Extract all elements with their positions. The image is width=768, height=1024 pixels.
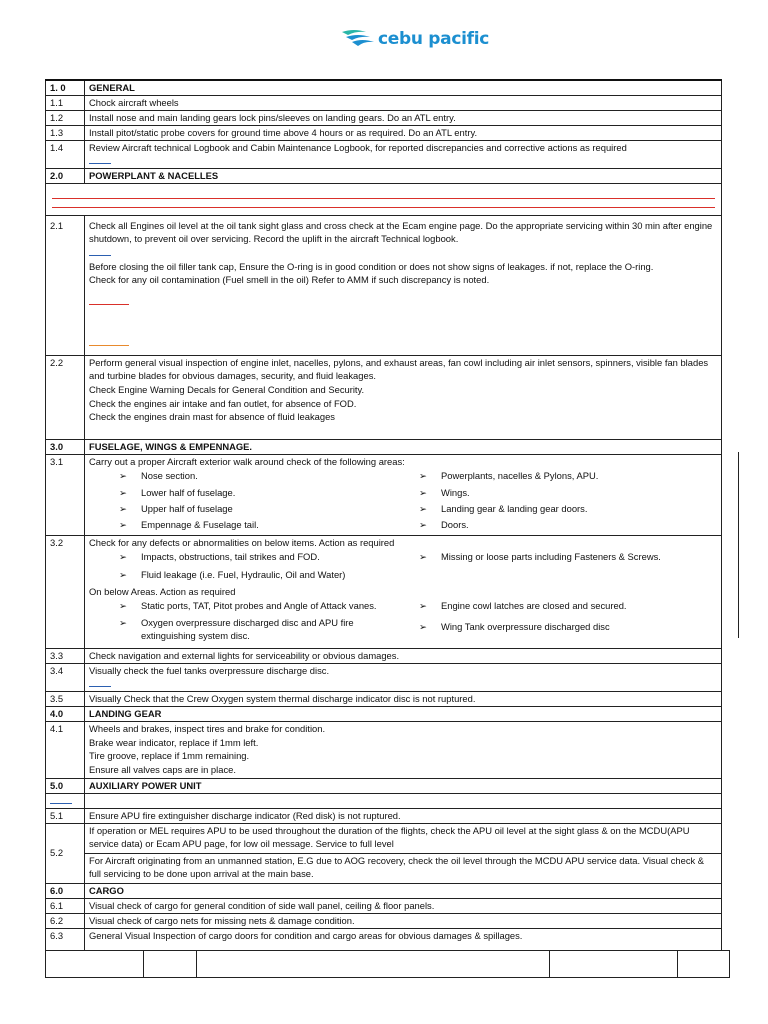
bullet: ➢ <box>419 518 427 530</box>
list-item: Static ports, TAT, Pitot probes and Angle of Attack vanes. <box>141 599 377 611</box>
section-title: LANDING GEAR <box>85 706 722 721</box>
section-title: GENERAL <box>85 80 722 95</box>
signature-cell <box>197 951 550 978</box>
bullet: ➢ <box>119 502 127 514</box>
bullet: ➢ <box>419 621 427 633</box>
list-item: Powerplants, nacelles & Pylons, APU. <box>441 470 599 482</box>
signature-cell <box>550 951 678 978</box>
item-text: Install nose and main landing gears lock pins/sleeves on landing gears. Do an ATL entry. <box>85 110 722 125</box>
item-text: For Aircraft originating from an unmanned station, E.G due to AOG recovery, check the oil level through the MCDU APU service data. Visual check & full servicing to be done upon arrival at the main base. <box>85 853 722 883</box>
bullet: ➢ <box>119 616 127 628</box>
item-text: Wheels and brakes, inspect tires and brake for condition. <box>89 722 326 734</box>
item-number: 1.2 <box>46 110 85 125</box>
brand-logo <box>340 22 489 56</box>
item-text: Tire groove, replace if 1mm remaining. <box>89 750 250 762</box>
item-number: 3.1 <box>46 454 85 535</box>
item-cell <box>85 721 722 778</box>
item-number: 2.1 <box>46 215 85 355</box>
item-number: 2.2 <box>46 355 85 439</box>
item-number: 6.1 <box>46 898 85 913</box>
item-text: Visually check the fuel tanks overpressure discharge disc. <box>89 664 330 676</box>
edit-mark <box>89 163 111 164</box>
section-title: AUXILIARY POWER UNIT <box>85 778 722 793</box>
item-number <box>46 793 85 808</box>
item-text: Check navigation and external lights for serviceability or obvious damages. <box>85 648 722 663</box>
item-number: 5.1 <box>46 808 85 823</box>
table-row <box>46 215 722 355</box>
table-row <box>46 95 722 110</box>
edit-mark <box>89 686 111 687</box>
table-row <box>46 721 722 778</box>
item-text: Check all Engines oil level at the oil tank sight glass and cross check at the Ecam engine page. Do the appropriate servicing within 30 min after engine shutdown, to prevent oil over servicing. Record the uplift in the aircraft Technical logbook. <box>89 219 713 245</box>
item-number: 3.5 <box>46 691 85 706</box>
table-row <box>46 691 722 706</box>
item-text: On below Areas. Action as required <box>89 586 236 598</box>
item-number: 6.3 <box>46 928 85 950</box>
item-text: Check the engines air intake and fan outlet, for absence of FOD. <box>89 397 357 409</box>
list-item: Lower half of fuselage. <box>141 486 236 498</box>
item-text: Brake wear indicator, replace if 1mm left. <box>89 736 259 748</box>
revision-line <box>52 207 715 208</box>
table-row <box>46 355 722 439</box>
list-item: Oxygen overpressure discharged disc and APU fire extinguishing system disc. <box>141 616 354 641</box>
section-title: POWERPLANT & NACELLES <box>85 168 722 183</box>
item-number: 3.3 <box>46 648 85 663</box>
table-row <box>46 913 722 928</box>
table-row <box>46 110 722 125</box>
brand-name: cebu pacific <box>378 29 490 49</box>
edit-mark <box>50 803 72 804</box>
item-text: Visually Check that the Crew Oxygen system thermal discharge indicator disc is not ruptured. <box>85 691 722 706</box>
airline-wing-icon <box>340 26 376 52</box>
edit-mark <box>89 255 111 256</box>
item-number: 3.2 <box>46 535 85 648</box>
item-text: General Visual Inspection of cargo doors for condition and cargo areas for obvious damages & spillages. <box>85 928 722 950</box>
table-row <box>46 140 722 168</box>
item-text: Perform general visual inspection of engine inlet, nacelles, pylons, and exhaust areas, fan cowl including air inlet sensors, spinners, visible fan blades and turbine blades for obvious damages, security, and fluid leakages. <box>89 356 709 382</box>
item-text: Review Aircraft technical Logbook and Cabin Maintenance Logbook, for reported discrepancies and corrective actions as required <box>89 141 627 153</box>
bullet: ➢ <box>419 470 427 482</box>
section-number: 6.0 <box>46 883 85 898</box>
table-row <box>46 125 722 140</box>
item-text: Carry out a proper Aircraft exterior walk around check of the following areas: <box>89 455 405 467</box>
item-cell <box>85 535 722 648</box>
spacer-row <box>46 793 722 808</box>
bullet: ➢ <box>119 486 127 498</box>
bullet: ➢ <box>419 551 427 563</box>
table-row <box>46 663 722 691</box>
signature-table <box>45 950 730 978</box>
item-number: 6.2 <box>46 913 85 928</box>
bullet: ➢ <box>419 486 427 498</box>
bullet: ➢ <box>419 599 427 611</box>
list-item: Fluid leakage (i.e. Fuel, Hydraulic, Oil and Water) <box>141 569 346 581</box>
section-number: 3.0 <box>46 439 85 454</box>
bullet: ➢ <box>119 518 127 530</box>
item-text: Check Engine Warning Decals for General Condition and Security. <box>89 383 365 395</box>
item-text: Before closing the oil filler tank cap, Ensure the O-ring is in good condition or does not show signs of leakages. if not, replace the O-ring. <box>89 260 654 272</box>
item-text: Ensure all valves caps are in place. <box>89 763 236 775</box>
spacer-row <box>46 183 722 215</box>
section-number: 4.0 <box>46 706 85 721</box>
item-text: Check the engines drain mast for absence of fluid leakages <box>89 411 335 423</box>
section-title: CARGO <box>85 883 722 898</box>
list-item: Doors. <box>441 518 469 530</box>
table-row <box>46 823 722 853</box>
section-header <box>46 80 722 95</box>
list-item: Landing gear & landing gear doors. <box>441 502 588 514</box>
list-item: Upper half of fuselage <box>141 502 233 514</box>
edit-mark <box>89 304 129 305</box>
item-text: Install pitot/static probe covers for ground time above 4 hours or as required. Do an ATL entry. <box>85 125 722 140</box>
item-cell <box>85 793 722 808</box>
item-number: 3.4 <box>46 663 85 691</box>
item-text: Visual check of cargo nets for missing nets & damage condition. <box>85 913 722 928</box>
signature-cell <box>678 951 730 978</box>
bullet: ➢ <box>119 470 127 482</box>
item-number: 1.3 <box>46 125 85 140</box>
section-header <box>46 778 722 793</box>
item-number: 5.2 <box>46 823 85 883</box>
item-number: 1.1 <box>46 95 85 110</box>
bullet: ➢ <box>119 551 127 563</box>
bullet: ➢ <box>419 502 427 514</box>
item-text: If operation or MEL requires APU to be used throughout the duration of the flights, check the APU oil level at the sight glass & on the MCDU(APU service data) or Ecam APU page, for low oil message. Service to full level <box>85 823 722 853</box>
list-item: Engine cowl latches are closed and secured. <box>441 599 627 611</box>
list-item: Wing Tank overpressure discharged disc <box>441 621 610 633</box>
section-header <box>46 706 722 721</box>
item-cell <box>85 215 722 355</box>
checklist-table <box>45 79 722 951</box>
signature-cell <box>46 951 144 978</box>
list-item: Nose section. <box>141 470 198 482</box>
table-row <box>46 454 722 535</box>
table-row <box>46 951 730 978</box>
table-row <box>46 853 722 883</box>
section-header <box>46 168 722 183</box>
item-cell <box>85 355 722 439</box>
change-bar <box>738 452 739 638</box>
list-item: Wings. <box>441 486 470 498</box>
list-item: Impacts, obstructions, tail strikes and FOD. <box>141 551 320 563</box>
signature-cell <box>144 951 197 978</box>
item-text: Check for any defects or abnormalities on below items. Action as required <box>89 536 395 548</box>
section-header <box>46 883 722 898</box>
section-number: 5.0 <box>46 778 85 793</box>
bullet: ➢ <box>119 599 127 611</box>
list-item: Missing or loose parts including Fasteners & Screws. <box>441 551 661 563</box>
bullet: ➢ <box>119 569 127 581</box>
item-number: 1.4 <box>46 140 85 168</box>
edit-mark <box>89 345 129 346</box>
item-number: 4.1 <box>46 721 85 778</box>
table-row <box>46 898 722 913</box>
table-row <box>46 928 722 950</box>
section-number: 2.0 <box>46 168 85 183</box>
table-row <box>46 535 722 648</box>
item-cell <box>85 140 722 168</box>
item-text: Check for any oil contamination (Fuel smell in the oil) Refer to AMM if such discrepancy is noted. <box>89 274 490 286</box>
table-row <box>46 648 722 663</box>
section-title: FUSELAGE, WINGS & EMPENNAGE. <box>85 439 722 454</box>
section-header <box>46 439 722 454</box>
revision-lines <box>46 183 722 215</box>
item-text: Chock aircraft wheels <box>85 95 722 110</box>
item-cell <box>85 454 722 535</box>
list-item: Empennage & Fuselage tail. <box>141 518 259 530</box>
item-text: Ensure APU fire extinguisher discharge indicator (Red disk) is not ruptured. <box>85 808 722 823</box>
section-number: 1. 0 <box>46 80 85 95</box>
table-row <box>46 808 722 823</box>
item-cell <box>85 663 722 691</box>
item-text: Visual check of cargo for general condition of side wall panel, ceiling & floor panels. <box>85 898 722 913</box>
revision-line <box>52 198 715 199</box>
